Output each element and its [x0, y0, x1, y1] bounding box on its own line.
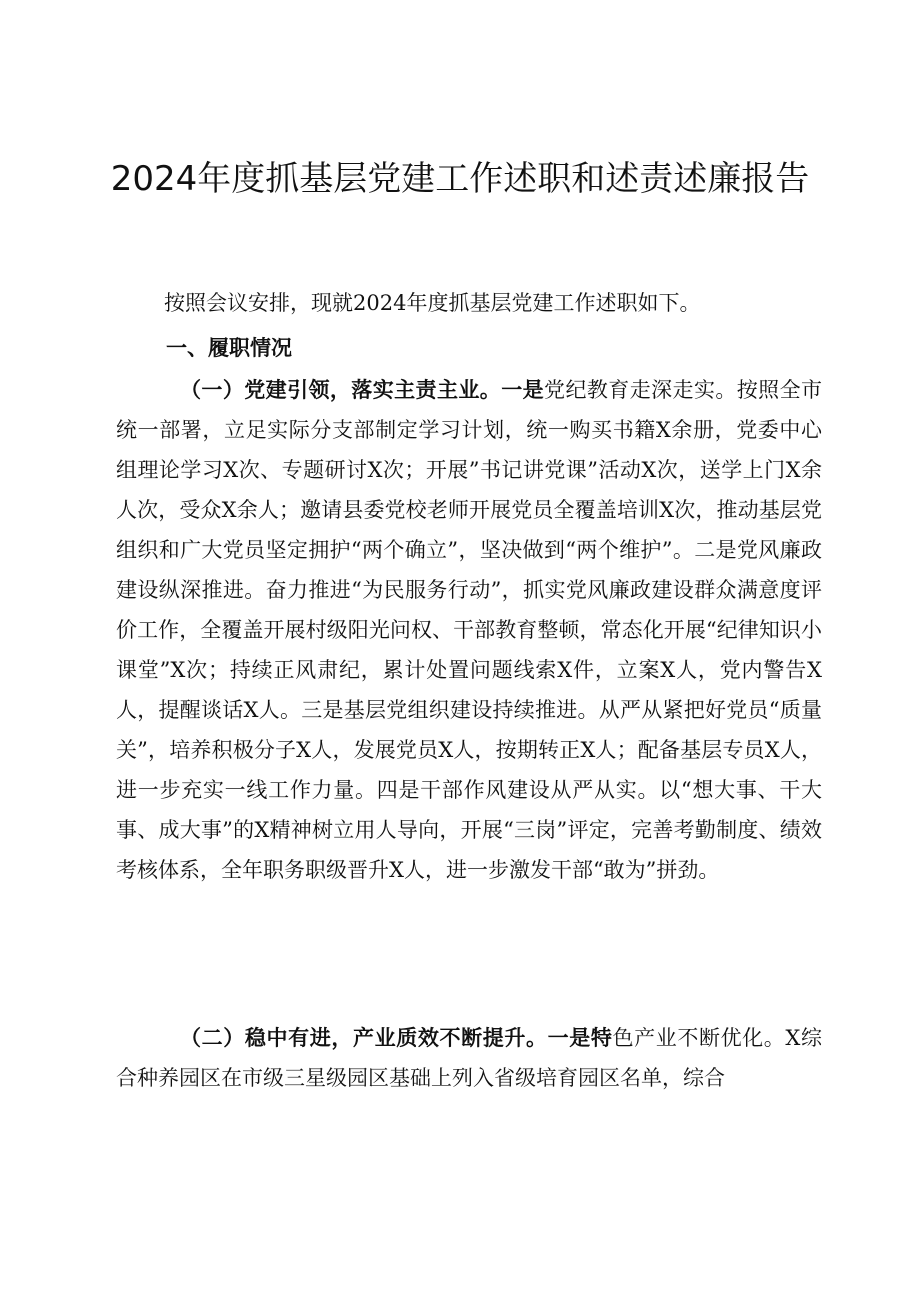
paragraph-2	[116, 1018, 822, 1098]
intro-paragraph: 按照会议安排，现就2024年度抓基层党建工作述职如下。	[164, 291, 701, 315]
paragraph-1-body: 党纪教育走深走实。按照全市统一部署，立足实际分支部制定学习计划，统一购买书籍X余册，党委中心组理论学习X次、专题研讨X次；开展”书记讲党课”活动X次，送学上门X余人次，受众X余人；邀请县委党校老师开展党员全覆盖培训X次，推动基层党组织和广大党员坚定拥护“两个确立”，坚决做到“两个维护”。二是党风廉政建设纵深推进。奋力推进“为民服务行动”，抓实党风廉政建设群众满意度评价工作，全覆盖开展村级阳光问权、干部教育整顿，常态化开展“纪律知识小课堂”X次；持续正风肃纪，累计处置问题线索X件，立案X人，党内警告X人，提醒谈话X人。三是基层党组织建设持续推进。从严从紧把好党员“质量关”，培养积极分子X人，发展党员X人，按期转正X人；配备基层专员X人，进一步充实一线工作力量。四是干部作风建设从严从实。以“想大事、干大事、成大事”的X精神树立用人导向，开展“三岗”评定，完善考勤制度、绩效考核体系，全年职务职级晋升X人，进一步激发干部“敢为”拼劲。	[116, 378, 823, 882]
paragraph-2-lead: （二）稳中有进，产业质效不断提升。一是特	[180, 1026, 613, 1050]
paragraph-1	[116, 370, 822, 890]
paragraph-2-body: 色产业不断优化。X综合种养园区在市级三星级园区基础上列入省级培育园区名单，综合	[116, 1026, 823, 1090]
section-heading-1: 一、履职情况	[166, 336, 292, 360]
document-title: 2024年度抓基层党建工作述职和述责述廉报告	[110, 159, 810, 199]
paragraph-1-lead: （一）党建引领，落实主责主业。一是	[180, 378, 545, 402]
